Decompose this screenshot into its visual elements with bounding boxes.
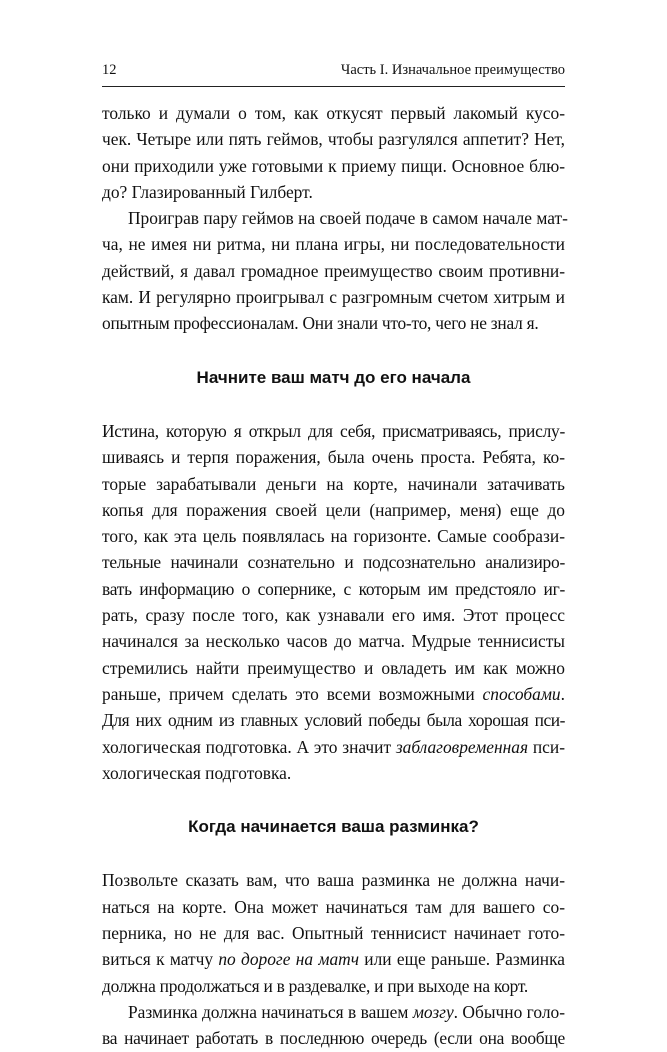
- text-run: Разминка должна начинаться в вашем: [128, 1001, 413, 1022]
- text-line: Позвольте сказать вам, что ваша разминка не должна начи-: [102, 870, 565, 891]
- text-line: Истина, которую я открыл для себя, присматриваясь, прислу-: [102, 420, 565, 441]
- text-line: [102, 999, 565, 1025]
- page-number: 12: [102, 62, 117, 78]
- text-run: виться к матчу: [102, 949, 219, 970]
- section-heading: Начните ваш матч до его начала: [196, 367, 471, 387]
- header-rule: [102, 86, 565, 87]
- text-line: [102, 734, 565, 760]
- text-line: рать, сразу после того, как узнавали его имя. Этот процесс: [102, 605, 565, 626]
- running-title: Часть I. Изначальное преимущество: [340, 62, 565, 78]
- text-run: хологическая подготовка. А это значит: [102, 736, 396, 757]
- text-line: перника, но не для вас. Опытный теннисист начинает гото-: [102, 923, 565, 944]
- text-run: .: [560, 683, 565, 704]
- text-line: Для них одним из главных условий победы была хорошая пси-: [102, 710, 565, 731]
- text-line: только и думали о том, как откусят первый лакомый кусо-: [102, 103, 565, 123]
- text-line: действий, я давал громадное преимущество своим противни-: [102, 260, 565, 281]
- text-line: до? Глазированный Гилберт.: [102, 181, 313, 202]
- paragraph-5: [102, 999, 565, 1052]
- text-line: торые зарабатывали деньги на корте, начинали затачивать: [102, 473, 565, 494]
- emphasis: заблаговременная: [395, 736, 529, 757]
- text-line: вать информацию о сопернике, с которым им предстояло иг-: [102, 578, 565, 599]
- running-header: [102, 62, 565, 86]
- text-line: тельные начинали сознательно и подсознательно анализиро-: [102, 552, 565, 573]
- text-line: того, как эта цель появлялась на горизонте. Самые сообрази-: [102, 526, 565, 547]
- page-body: [102, 100, 568, 1052]
- text-line: копья для поражения своей цели (например, меня) еще до: [102, 499, 565, 520]
- text-line: ча, не имея ни ритма, ни плана игры, ни последовательности: [102, 234, 565, 255]
- emphasis: способами: [482, 683, 561, 704]
- text-line: чек. Четыре или пять геймов, чтобы разгулялся аппетит? Нет,: [102, 129, 565, 150]
- text-line: кам. И регулярно проигрывал с разгромным счетом хитрым и: [102, 287, 565, 308]
- text-line: опытным профессионалам. Они знали что-то, чего не знал я.: [102, 313, 539, 334]
- text-run: раньше, причем сделать это всеми возможными: [102, 683, 483, 704]
- text-run: . Обычно голо-: [453, 1001, 565, 1022]
- text-line: начинался за несколько часов до матча. Мудрые теннисисты: [102, 631, 565, 652]
- paragraph-1: [102, 100, 565, 205]
- text-line: ва начинает работать в последнюю очередь (если она вообще: [102, 1028, 565, 1049]
- emphasis: по дороге на матч: [218, 949, 359, 970]
- text-line: они приходили уже готовыми к приему пищи. Основное блю-: [102, 155, 565, 176]
- text-line: [102, 946, 565, 972]
- emphasis: мозгу: [412, 1001, 454, 1022]
- text-line: [102, 681, 565, 707]
- paragraph-4: [102, 867, 565, 998]
- text-line: стремились найти преимущество и овладеть им как можно: [102, 657, 565, 678]
- text-line: хологическая подготовка.: [102, 762, 292, 783]
- paragraph-2: [102, 205, 568, 336]
- text-line: должна продолжаться и в раздевалке, и при выходе на корт.: [102, 975, 528, 996]
- text-run: пси-: [528, 736, 565, 757]
- paragraph-3: [102, 418, 565, 786]
- text-line: шиваясь и терпя поражения, была очень проста. Ребята, ко-: [102, 447, 565, 468]
- section-heading: Когда начинается ваша разминка?: [188, 817, 479, 837]
- text-line: наться на корте. Она может начинаться там для вашего со-: [102, 896, 565, 917]
- text-line: Проиграв пару геймов на своей подаче в самом начале мат-: [128, 208, 568, 229]
- text-run: или еще раньше. Разминка: [359, 949, 565, 970]
